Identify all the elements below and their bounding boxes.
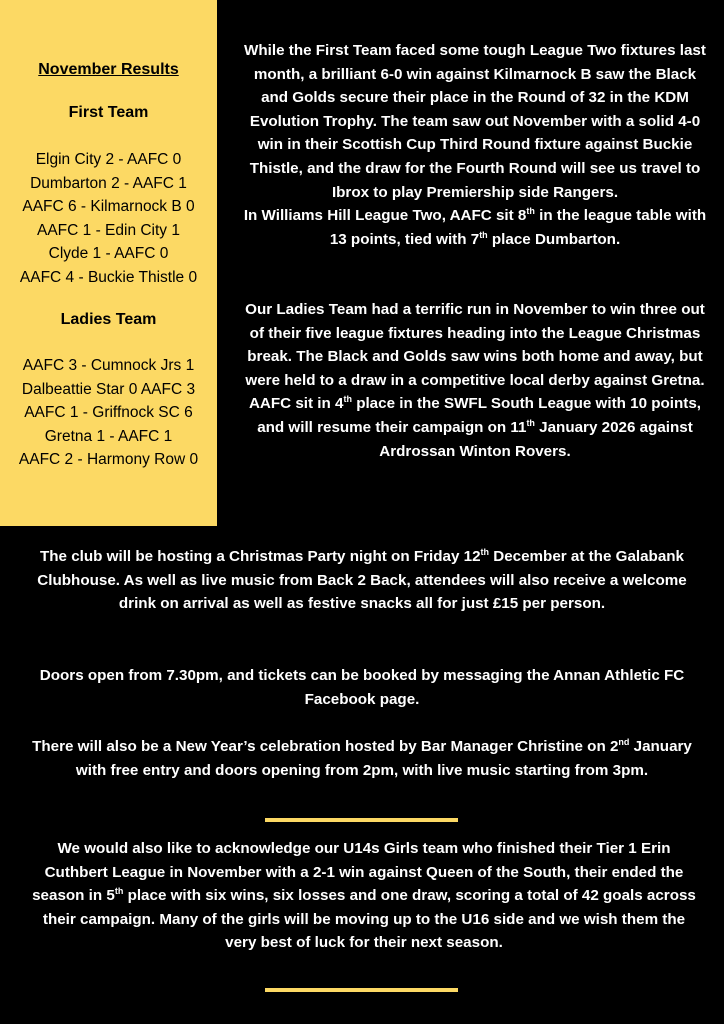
text-run: While the First Team faced some tough League Two fixtures last month, a brilliant 6-0 win against Kilmarnock B saw the Black and Golds secure their place in the Round of 32 in the KDM Evolution Trophy. The team saw out November with a solid 4-0 win in their Scottish Cup Third Round fixture against Buckie Thistle, and the draw for the Fourth Round will see us travel to Ibrox to play Premiership side Rangers. <box>244 42 706 201</box>
text-run: In Williams Hill League Two, AAFC sit 8 <box>243 207 527 225</box>
text-run: The club will be hosting a Christmas Party night on Friday 12 <box>40 548 481 565</box>
text-run: December at the Galabank Clubhouse. As well as live music from Back 2 Back, attendees will also receive a welcome drink on arrival as well as festive snacks all for just £15 per person. <box>37 548 687 613</box>
result-item: AAFC 6 - Kilmarnock B 0 <box>22 198 195 216</box>
text-run: place with six wins, six losses and one draw, scoring a total of 42 goals across their campaign. Many of the girls will be moving up to the U16 side and we wish them the very best of luck for their next season. <box>42 887 696 952</box>
ordinal-suffix: th <box>479 229 488 240</box>
result-item: AAFC 1 - Griffnock SC 6 <box>24 404 193 422</box>
text-run: There will also be a New Year’s celebration hosted by Bar Manager Christine on 2 <box>32 738 619 755</box>
text-run: place in the SWFL South League with 10 points, and will resume their campaign on 11 <box>257 395 702 436</box>
result-item: Gretna 1 - AAFC 1 <box>44 427 173 445</box>
first-team-results-list <box>0 148 217 290</box>
ordinal-suffix: nd <box>618 737 630 747</box>
text-run: Our Ladies Team had a terrific run in November to win three out of their five league fixtures heading into the League Christmas break. The Black and Golds saw wins both home and away, but were held to a draw in a competitive local derby against Gretna. <box>245 301 705 389</box>
result-item: Elgin City 2 - AAFC 0 <box>35 151 182 168</box>
result-item: AAFC 4 - Buckie Thistle 0 <box>19 268 198 286</box>
text-run: We would also like to acknowledge our U14s Girls team who finished their Tier 1 Erin Cuthbert League in November with a 2-1 win against Queen of the South, their ended the season in 5 <box>32 840 684 905</box>
u14-girls-report <box>28 837 700 955</box>
text-run: in the league table with 13 points, tied with 7 <box>329 207 707 248</box>
ordinal-suffix: th <box>526 417 535 428</box>
ladies-team-results-list <box>0 354 217 472</box>
new-year-notice <box>28 735 696 782</box>
text-run: January 2026 against Ardrossan Winton Rovers. <box>379 418 693 460</box>
ordinal-suffix: th <box>343 394 352 405</box>
ordinal-suffix: th <box>526 206 535 217</box>
tickets-notice: Doors open from 7.30pm, and tickets can be booked by messaging the Annan Athletic FC Facebook page. <box>39 667 685 708</box>
section-divider <box>265 988 458 992</box>
christmas-party-notice <box>28 545 696 616</box>
result-item: Clyde 1 - AAFC 0 <box>48 245 169 263</box>
ordinal-suffix: th <box>480 547 490 557</box>
ladies-team-title: Ladies Team <box>60 311 157 328</box>
result-item: AAFC 3 - Cumnock Jrs 1 <box>22 357 195 374</box>
november-results-title: November Results <box>38 61 179 78</box>
result-item: AAFC 2 - Harmony Row 0 <box>18 451 199 469</box>
text-run: place Dumbarton. <box>487 230 621 248</box>
text-run: January with free entry and doors opening from 2pm, with live music starting from 3pm. <box>75 738 692 779</box>
first-team-title: First Team <box>68 104 149 121</box>
result-item: Dalbeattie Star 0 AAFC 3 <box>21 380 196 398</box>
ladies-team-report <box>243 298 707 463</box>
result-item: AAFC 1 - Edin City 1 <box>37 221 180 239</box>
section-divider <box>265 818 458 822</box>
first-team-report <box>243 39 707 251</box>
ordinal-suffix: th <box>114 886 124 897</box>
text-run: AAFC sit in 4 <box>248 395 344 413</box>
results-sidebar <box>0 0 217 526</box>
result-item: Dumbarton 2 - AAFC 1 <box>30 174 187 192</box>
